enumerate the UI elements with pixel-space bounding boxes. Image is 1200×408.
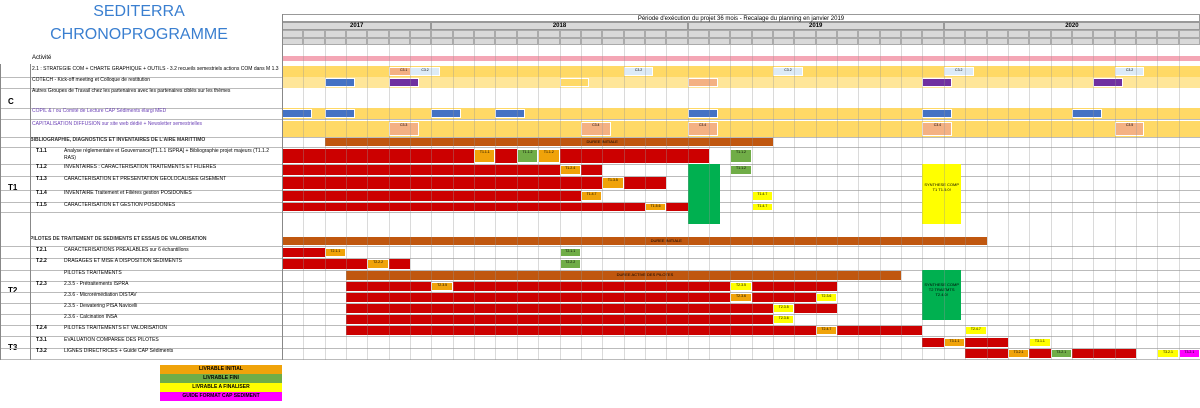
month-cell: [709, 30, 730, 38]
task-label: LIGNES DIRECTRICES + Guide CAP Sédiments: [64, 348, 174, 354]
month-cell: [410, 30, 431, 38]
synthese-t1: SYNTHESE COMP T1 T1.5.0!: [922, 164, 960, 224]
row-divider: [0, 212, 1200, 213]
title-sediterra: SEDITERRA: [93, 3, 185, 20]
grid-line: [645, 45, 646, 360]
grid-line: [1179, 45, 1180, 360]
c-highlight-cell: C3.4: [922, 122, 952, 136]
c-highlight-cell: C3.2: [773, 67, 803, 76]
milestone-cell: T3.2.1: [1051, 349, 1072, 358]
month-cell: [666, 30, 687, 38]
c-highlight-cell: [325, 78, 355, 87]
task-code: T.2.3: [36, 281, 47, 287]
month-number-cell: [666, 38, 687, 45]
grid-line: [624, 45, 625, 360]
month-number-cell: [901, 38, 922, 45]
group-code-T3: T3: [8, 343, 18, 352]
month-cell: [965, 30, 986, 38]
c-highlight-cell: [325, 109, 355, 118]
grid-line: [752, 45, 753, 360]
year-2017: 2017: [282, 22, 431, 30]
section-t2: PILOTES DE TRAITEMENT DE SEDIMENTS ET ESSAIS DE VALORISATION: [30, 236, 207, 242]
month-number-cell: [1157, 38, 1178, 45]
grid-line: [1029, 45, 1030, 360]
month-cell: [624, 30, 645, 38]
pink-strip: [389, 56, 410, 61]
pink-strip: [1029, 56, 1050, 61]
task-code: T.3.1: [36, 337, 47, 343]
legend-item-2: LIVRABLE FINI: [160, 374, 282, 383]
c-highlight-cell: C3.2: [410, 67, 440, 76]
c-highlight-cell: C3.4: [688, 122, 718, 136]
task-code: [36, 303, 60, 314]
month-number-cell: [602, 38, 623, 45]
c-highlight-cell: [688, 78, 718, 87]
task-bar-red: [346, 282, 837, 291]
activite-label: Activité: [32, 55, 52, 61]
pink-strip: [1179, 56, 1200, 61]
month-cell: [730, 30, 751, 38]
task-label: INVENTAIRE Traitement et Filières gestion POSIDONIES: [64, 190, 192, 196]
legend-item-3: LIVRABLE A FINALISER: [160, 383, 282, 392]
pink-strip: [1115, 56, 1136, 61]
pink-strip: [431, 56, 452, 61]
month-cell: [773, 30, 794, 38]
pink-strip: [303, 56, 324, 61]
month-cell: [858, 30, 879, 38]
month-cell: [474, 30, 495, 38]
grid-line: [346, 45, 347, 360]
task-bar-red: [282, 165, 602, 175]
c-highlight-cell: C3.3: [389, 122, 419, 136]
code-border: [30, 64, 31, 360]
month-cell: [389, 30, 410, 38]
month-number-cell: [1008, 38, 1029, 45]
group-code-T2: T2: [8, 286, 18, 295]
month-number-cell: [794, 38, 815, 45]
c-highlight-cell: [282, 109, 312, 118]
month-number-cell: [495, 38, 516, 45]
task-label: CARACTERISATION ET PRESENTATION GEOLOCALISEE GISEMENT: [64, 176, 227, 182]
grid-line: [666, 45, 667, 360]
grid-line: [453, 45, 454, 360]
month-number-cell: [346, 38, 367, 45]
task-bar-red: [346, 293, 837, 302]
milestone-cell: T2.3.6: [730, 293, 751, 302]
milestone-cell: T3.2.1: [1179, 349, 1200, 358]
task-code: T.2.2: [36, 258, 47, 264]
c-highlight-cell: [1072, 109, 1102, 118]
duree-initiale-label: DUREE INITIALE: [586, 139, 618, 144]
month-number-cell: [624, 38, 645, 45]
pink-strip: [709, 56, 730, 61]
c-row-bg: [282, 88, 1200, 108]
month-number-cell: [816, 38, 837, 45]
c-highlight-cell: [560, 78, 590, 87]
task-code: T.2.4: [36, 325, 47, 331]
month-cell: [1115, 30, 1136, 38]
grid-line: [901, 45, 902, 360]
task-code: T.1.2: [36, 164, 47, 170]
month-number-cell: [282, 38, 303, 45]
month-cell: [944, 30, 965, 38]
grid-line: [1115, 45, 1116, 360]
pink-strip: [1093, 56, 1114, 61]
month-cell: [1093, 30, 1114, 38]
grid-line: [837, 45, 838, 360]
pink-strip: [474, 56, 495, 61]
month-number-cell: [1029, 38, 1050, 45]
grid-line: [880, 45, 881, 360]
month-cell: [560, 30, 581, 38]
month-cell: [752, 30, 773, 38]
pink-strip: [538, 56, 559, 61]
month-number-cell: [987, 38, 1008, 45]
milestone-cell: T3.2.1: [1008, 349, 1029, 358]
pink-strip: [901, 56, 922, 61]
c-highlight-cell: [389, 78, 419, 87]
pink-strip: [730, 56, 751, 61]
month-number-cell: [474, 38, 495, 45]
grid-line: [816, 45, 817, 360]
task-code: T.1.1: [36, 148, 47, 154]
grid-line: [560, 45, 561, 360]
milestone-cell: T3.1.1: [944, 338, 965, 347]
c-highlight-cell: C3.4: [581, 122, 611, 136]
pink-strip: [880, 56, 901, 61]
month-cell: [602, 30, 623, 38]
month-cell: [453, 30, 474, 38]
year-2020: 2020: [944, 22, 1200, 30]
month-number-cell: [1051, 38, 1072, 45]
pink-strip: [1008, 56, 1029, 61]
month-number-cell: [645, 38, 666, 45]
row-divider: [0, 119, 1200, 120]
month-number-cell: [922, 38, 943, 45]
pink-strip: [517, 56, 538, 61]
c-highlight-cell: [431, 109, 461, 118]
pink-strip: [794, 56, 815, 61]
c-highlight-cell: [1093, 78, 1123, 87]
task-label: EVALUATION COMPAREE DES PILOTES: [64, 337, 159, 343]
task-label: PILOTES TRAITEMENTS ET VALORISATION: [64, 325, 167, 331]
milestone-cell: T1.2.4: [560, 165, 581, 175]
month-cell: [282, 30, 303, 38]
month-cell: [1072, 30, 1093, 38]
milestone-cell: T2.3.6: [816, 293, 837, 302]
month-number-cell: [880, 38, 901, 45]
milestone-cell: T2.3.5: [773, 304, 794, 313]
label-border: [282, 14, 283, 360]
left-border: [0, 64, 1, 360]
grid-line: [944, 45, 945, 360]
month-number-cell: [1179, 38, 1200, 45]
month-cell: [1008, 30, 1029, 38]
green-block-t1: [688, 164, 720, 224]
grid-line: [1157, 45, 1158, 360]
pink-strip: [816, 56, 837, 61]
month-number-cell: [1093, 38, 1114, 45]
grid-line: [1051, 45, 1052, 360]
duree-active-label: DUREE ACTIVE DES PILOTES: [616, 272, 674, 277]
milestone-cell: T2.2.2: [560, 259, 581, 269]
pink-strip: [688, 56, 709, 61]
milestone-cell: T2.1.1: [560, 248, 581, 257]
month-number-cell: [1072, 38, 1093, 45]
c-highlight-cell: C3.2: [1115, 67, 1145, 76]
month-number-cell: [773, 38, 794, 45]
month-number-cell: [517, 38, 538, 45]
month-number-cell: [752, 38, 773, 45]
pink-strip: [858, 56, 879, 61]
month-number-cell: [367, 38, 388, 45]
month-number-cell: [730, 38, 751, 45]
month-cell: [538, 30, 559, 38]
grid-line: [688, 45, 689, 360]
milestone-cell: T1.3.5: [602, 177, 623, 189]
month-number-cell: [431, 38, 452, 45]
milestone-cell: T1.4.7: [581, 191, 602, 201]
task-label: PILOTES TRAITEMENTS: [64, 270, 122, 276]
group-code-T1: T1: [8, 183, 18, 192]
grid-line: [987, 45, 988, 360]
legend-item-1: LIVRABLE INITIAL: [160, 365, 282, 374]
milestone-cell: T3.2.1: [1157, 349, 1178, 358]
grid-line: [303, 45, 304, 360]
month-number-cell: [1136, 38, 1157, 45]
month-cell: [303, 30, 324, 38]
pink-strip: [773, 56, 794, 61]
task-label-c: 2.1 : STRATEGIE COM + CHARTE GRAPHIQUE + OUTILS - 3.2 recueils semestriels actions COM dans M 1.3: [32, 66, 279, 72]
milestone-cell: T2.2.2: [367, 259, 388, 269]
grid-line: [367, 45, 368, 360]
task-label-c: CAPITALISATION DIFFUSION sur site web dédié + Newsletter semestrielles: [32, 121, 203, 127]
task-code: T.2.1: [36, 247, 47, 253]
pink-strip: [581, 56, 602, 61]
task-bar-red: [346, 304, 837, 313]
month-number-cell: [944, 38, 965, 45]
task-code: T.1.4: [36, 190, 47, 196]
task-code: [36, 292, 60, 303]
row-divider: [0, 359, 1200, 360]
pink-strip: [560, 56, 581, 61]
pink-strip: [495, 56, 516, 61]
month-cell: [837, 30, 858, 38]
task-code: [36, 314, 60, 325]
month-cell: [325, 30, 346, 38]
c-highlight-cell: [922, 78, 952, 87]
c-highlight-cell: C3.5: [1115, 122, 1145, 136]
month-cell: [495, 30, 516, 38]
green-milestone: T1.4.7: [752, 203, 773, 211]
pink-strip: [666, 56, 687, 61]
milestone-cell: T2.4.7: [816, 326, 837, 335]
period-label: Période d'exécution du projet 36 mois - Recalage du planning en janvier 2019: [282, 14, 1200, 22]
grid-line: [495, 45, 496, 360]
c-highlight-cell: C3.2: [624, 67, 654, 76]
month-cell: [688, 30, 709, 38]
pink-strip: [987, 56, 1008, 61]
task-code: T.1.3: [36, 176, 47, 182]
milestone-cell: T2.4.7: [965, 326, 986, 335]
grid-line: [431, 45, 432, 360]
task-label: 2.3.6 - Calcination INSA: [64, 314, 118, 320]
grid-line: [538, 45, 539, 360]
task-code: T.1.5: [36, 202, 47, 208]
month-number-cell: [410, 38, 431, 45]
milestone-cell: T2.3.5: [730, 282, 751, 291]
task-label: CARACTERISATION ET GESTION POSIDONIES: [64, 202, 176, 208]
grid-line: [965, 45, 966, 360]
month-number-cell: [1115, 38, 1136, 45]
task-label: DRAGAGES ET MISE A DISPOSITION SEDIMENTS: [64, 258, 182, 264]
month-number-cell: [303, 38, 324, 45]
c-highlight-cell: [688, 109, 718, 118]
task-label: 2.3.6 - Microrémédiation DISTAV: [64, 292, 137, 298]
pink-strip: [1157, 56, 1178, 61]
c-row-bg: [282, 77, 1200, 88]
month-cell: [816, 30, 837, 38]
month-cell: [901, 30, 922, 38]
pink-strip: [752, 56, 773, 61]
task-label: Analyse réglementaire et Gouvernance[T1.1.1 ISPRA] + Bibliographie projet majeurs (T1.1.2 RAS): [64, 148, 269, 161]
grid-line: [773, 45, 774, 360]
grid-line: [474, 45, 475, 360]
grid-line: [1008, 45, 1009, 360]
pink-strip: [944, 56, 965, 61]
month-cell: [794, 30, 815, 38]
task-bar-red: [346, 315, 794, 324]
grid-line: [794, 45, 795, 360]
year-2019: 2019: [688, 22, 944, 30]
c-highlight-cell: [495, 109, 525, 118]
pink-strip: [282, 56, 303, 61]
grid-line: [410, 45, 411, 360]
pink-strip: [1051, 56, 1072, 61]
grid-line: [389, 45, 390, 360]
task-label-c: COTECH - Kick-off meeting et Colloque de restitution: [32, 77, 151, 83]
pink-strip: [602, 56, 623, 61]
pink-strip: [837, 56, 858, 61]
task-label: 2.3.5 - Dewatering PISA Navicelli: [64, 303, 138, 309]
pink-strip: [325, 56, 346, 61]
month-number-cell: [581, 38, 602, 45]
milestone-cell: T3.1.1: [1029, 338, 1050, 347]
pink-strip: [922, 56, 943, 61]
month-cell: [581, 30, 602, 38]
pink-strip: [346, 56, 367, 61]
month-cell: [367, 30, 388, 38]
task-label-c: COPIL & / ou Comité de Lecture CAP Sédiments élargi MED: [32, 108, 167, 114]
month-number-cell: [560, 38, 581, 45]
milestone-cell: T2.3.5: [431, 282, 452, 291]
milestone-cell: T2.3.6: [773, 315, 794, 324]
milestone-cell: T1.1.1: [474, 149, 495, 163]
task-code: T.3.2: [36, 348, 47, 354]
green-milestone: T1.1.2: [730, 149, 751, 163]
pink-strip: [410, 56, 431, 61]
grid-line: [602, 45, 603, 360]
grid-line: [858, 45, 859, 360]
duree-initiale-label-t2: DUREE INITIALE: [650, 238, 682, 243]
month-number-cell: [858, 38, 879, 45]
pink-strip: [1136, 56, 1157, 61]
green-milestone: T1.1.2: [730, 165, 751, 175]
section-t1: BIBLIOGRAPHIE, DIAGNOSTICS ET INVENTAIRES DE L'AIRE MARITTIMO: [30, 137, 206, 143]
month-number-cell: [538, 38, 559, 45]
synthese-t2: SYNTHESE COMP T2 TRAITMTS T2.4.0!: [922, 270, 960, 320]
year-2018: 2018: [431, 22, 687, 30]
c-highlight-cell: [922, 109, 952, 118]
month-cell: [346, 30, 367, 38]
month-number-cell: [389, 38, 410, 45]
month-cell: [1179, 30, 1200, 38]
task-label: 2.3.5 - Prétraitements ISPRA: [64, 281, 129, 287]
group-code-C: C: [8, 97, 14, 106]
grid-line: [1072, 45, 1073, 360]
month-cell: [1136, 30, 1157, 38]
pink-strip: [367, 56, 388, 61]
pink-strip: [624, 56, 645, 61]
month-number-cell: [688, 38, 709, 45]
grid-line: [581, 45, 582, 360]
milestone-cell: T2.1.1: [325, 248, 346, 257]
month-number-cell: [453, 38, 474, 45]
month-cell: [645, 30, 666, 38]
month-cell: [880, 30, 901, 38]
task-label-c: Autres Groupes de Travail chez les partenaires avec les partenaires ciblés sur les thèmes: [32, 88, 231, 94]
legend-item-4: GUIDE FORMAT CAP SEDIMENT: [160, 392, 282, 401]
c-highlight-cell: C3.1: [389, 67, 419, 76]
month-cell: [1051, 30, 1072, 38]
month-number-cell: [837, 38, 858, 45]
green-milestone: T1.4.7: [752, 191, 773, 201]
c-row-bg: [282, 108, 1200, 119]
milestone-cell: T1.1.2: [538, 149, 559, 163]
month-cell: [922, 30, 943, 38]
pink-strip: [453, 56, 474, 61]
grid-line: [1093, 45, 1094, 360]
grid-line: [517, 45, 518, 360]
month-number-cell: [325, 38, 346, 45]
month-cell: [431, 30, 452, 38]
c-row-bg: [282, 121, 1200, 137]
milestone-cell: T1.1.2: [517, 149, 538, 163]
milestone-cell: T1.5.6: [645, 203, 666, 211]
pink-strip: [965, 56, 986, 61]
pink-strip: [1072, 56, 1093, 61]
grid-line: [709, 45, 710, 360]
task-code: [36, 270, 60, 281]
grid-line: [922, 45, 923, 360]
month-cell: [1029, 30, 1050, 38]
task-label: INVENTAIRES : CARACTERISATION TRAITEMENTS ET FILIERES: [64, 164, 217, 170]
month-cell: [987, 30, 1008, 38]
month-number-cell: [965, 38, 986, 45]
task-label: CARACTERISATIONS PREALABLES sur 6 échantillons: [64, 247, 189, 253]
grid-line: [325, 45, 326, 360]
title-chronoprogramme: CHRONOPROGRAMME: [50, 26, 228, 43]
grid-line: [730, 45, 731, 360]
month-number-cell: [709, 38, 730, 45]
pink-strip: [645, 56, 666, 61]
month-cell: [1157, 30, 1178, 38]
c-highlight-cell: C3.2: [944, 67, 974, 76]
grid-line: [1136, 45, 1137, 360]
month-cell: [517, 30, 538, 38]
